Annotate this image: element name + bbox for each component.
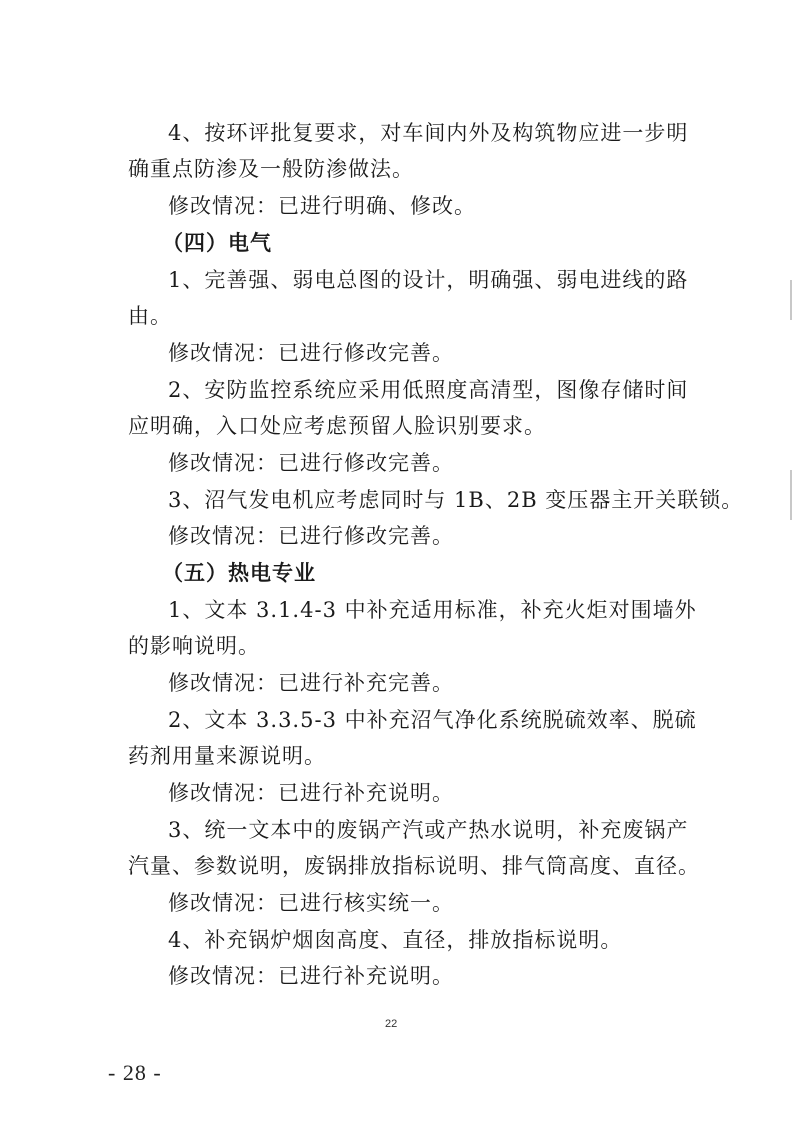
revision-status: 修改情况：已进行补充说明。 <box>168 781 454 805</box>
outer-page-number: - 28 - <box>108 1060 162 1085</box>
text-line-item1: 1、文本 3.1.4-3 中补充适用标准，补充火炬对围墙外 <box>168 598 697 622</box>
text-line-item3-cont: 汽量、参数说明，废锅排放指标说明、排气筒高度、直径。 <box>128 854 700 878</box>
revision-status: 修改情况：已进行核实统一。 <box>168 891 454 915</box>
text-line-item2-cont: 药剂用量来源说明。 <box>128 744 326 768</box>
text-line-item2: 2、安防监控系统应采用低照度高清型，图像存储时间 <box>168 378 689 402</box>
revision-status: 修改情况：已进行修改完善。 <box>168 341 454 365</box>
text-line-item3: 3、沼气发电机应考虑同时与 1B、2B 变压器主开关联锁。 <box>168 488 744 512</box>
text-line-item2-cont: 应明确，入口处应考虑预留人脸识别要求。 <box>128 414 546 438</box>
revision-status: 修改情况：已进行修改完善。 <box>168 451 454 475</box>
text-line-item4: 4、补充锅炉烟囱高度、直径，排放指标说明。 <box>168 928 623 952</box>
section-heading-electrical: （四）电气 <box>162 230 272 255</box>
text-line-item1: 1、完善强、弱电总图的设计，明确强、弱电进线的路 <box>168 268 689 292</box>
text-line-item4-cont: 确重点防渗及一般防渗做法。 <box>128 157 414 181</box>
revision-status: 修改情况：已进行修改完善。 <box>168 524 454 548</box>
revision-status: 修改情况：已进行明确、修改。 <box>168 194 476 218</box>
text-line-item3: 3、统一文本中的废锅产汽或产热水说明，补充废锅产 <box>168 818 689 842</box>
text-line-item2: 2、文本 3.3.5-3 中补充沼气净化系统脱硫效率、脱硫 <box>168 708 697 732</box>
inner-page-number: 22 <box>385 1018 398 1030</box>
text-line-item4: 4、按环评批复要求，对车间内外及构筑物应进一步明 <box>168 121 689 145</box>
scan-edge-mark <box>790 470 792 520</box>
text-line-item1-cont: 由。 <box>128 304 172 328</box>
scan-edge-mark <box>790 280 792 320</box>
revision-status: 修改情况：已进行补充说明。 <box>168 964 454 988</box>
revision-status: 修改情况：已进行补充完善。 <box>168 671 454 695</box>
section-heading-thermal-power: （五）热电专业 <box>162 560 316 585</box>
text-line-item1-cont: 的影响说明。 <box>128 634 260 658</box>
